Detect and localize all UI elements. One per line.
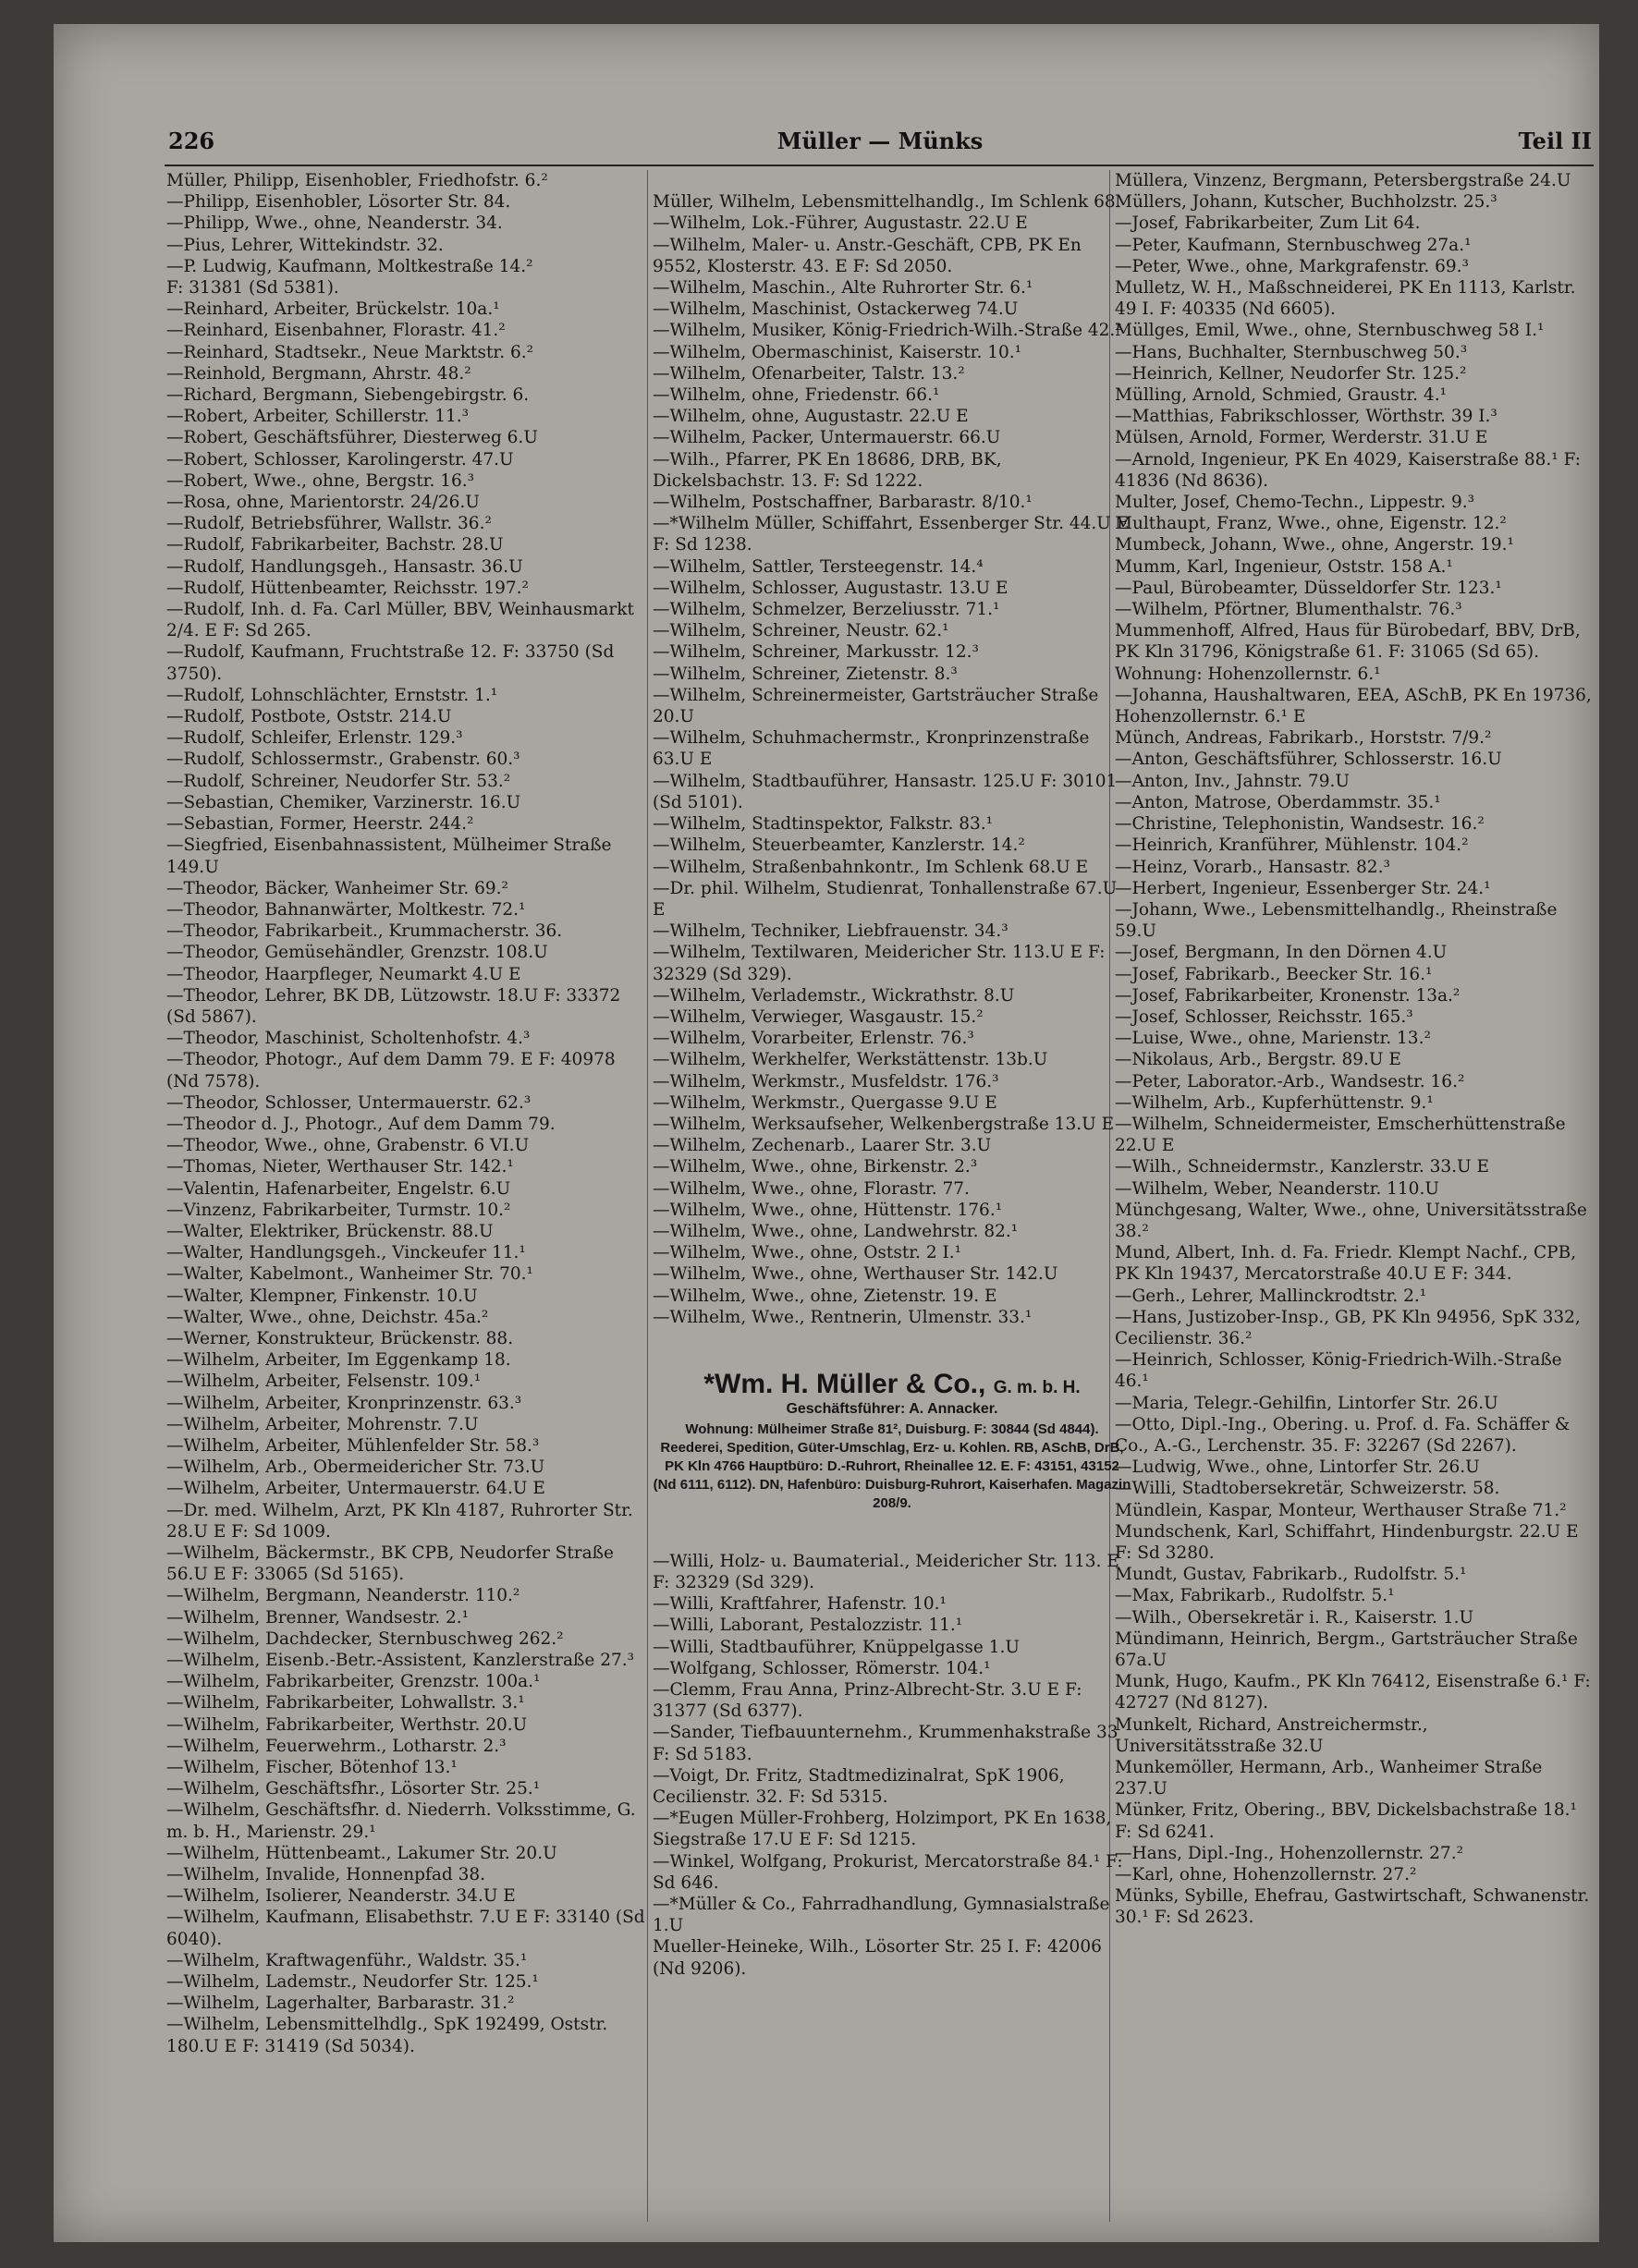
column-3: Müllera, Vinzenz, Bergmann, Petersbergstraße 24.U Müllers, Johann, Kutscher, Buchholzstr. 25.³ —Josef, Fabrikarbeiter, Zum Lit 64. —Peter, Kaufmann, Sternbuschweg 27a.¹ —Peter, Wwe., ohne, Markgrafenstr. 69.³ Mulletz, W. H., Maßschneiderei, PK En 1113, Karlstr. 49 I. F: 40335 (Nd 6605). Müllges, Emil, Wwe., ohne, Sternbuschweg 58 I.¹ —Hans, Buchhalter, Sternbuschweg 50.³ —Heinrich, Kellner, Neudorfer Str. 125.² Mülling, Arnold, Schmied, Graustr. 4.¹ —Matthias, Fabrikschlosser, Wörthstr. 39 I.³ Mülsen, Arnold, Former, Werderstr. 31.U E —Arnold, Ingenieur, PK En 4029, Kaiserstraße 88.¹ F: 41836 (Nd 8636). Multer, Josef, Chemo-Techn., Lippestr. 9.³ Multhaupt, Franz, Wwe., ohne, Eigenstr. 12.² Mumbeck, Johann, Wwe., ohne, Angerstr. 19.¹ Mumm, Karl, Ingenieur, Oststr. 158 A.¹ —Paul, Bürobeamter, Düsseldorfer Str. 123.¹ —Wilhelm, Pförtner, Blumenthalstr. 76.³ Mummenhoff, Alfred, Haus für Bürobedarf, BBV, DrB, PK Kln 31796, Königstraße 61. F: 31065 (Sd 65). Wohnung: Hohenzollernstr. 6.¹ —Johanna, Haushaltwaren, EEA, ASchB, PK En 19736, Hohenzollernstr. 6.¹ E Münch, Andreas, Fabrikarb., Horststr. 7/9.² —Anton, Geschäftsführer, Schlosserstr. 16.U —Anton, Inv., Jahnstr. 79.U —Anton, Matrose, Oberdammstr. 35.¹ —Christine, Telephonistin, Wandsestr. 16.² —Heinrich, Kranführer, Mühlenstr. 104.² —Heinz, Vorarb., Hansastr. 82.³ —Herbert, Ingenieur, Essenberger Str. 24.¹ —Johann, Wwe., Lebensmittelhandlg., Rheinstraße 59.U —Josef, Bergmann, In den Dörnen 4.U —Josef, Fabrikarb., Beecker Str. 16.¹ —Josef, Fabrikarbeiter, Kronenstr. 13a.² —Josef, Schlosser, Reichsstr. 165.³ —Luise, Wwe., ohne, Marienstr. 13.² —Nikolaus, Arb., Bergstr. 89.U E —Peter, Laborator.-Arb., Wandsestr. 16.² —Wilhelm, Arb., Kupferhüttenstr. 9.¹ —Wilhelm, Schneidermeister, Emscherhüttenstraße 22.U E —Wilh., Schneidermstr., Kanzlerstr. 33.U E —Wilhelm, Weber, Neanderstr. 110.U Münchgesang, Walter, Wwe., ohne, Universitätsstraße 38.² Mund, Albert, Inh. d. Fa. Friedr. Klempt Nachf., CPB, PK Kln 19437, Mercatorstraße 40.U E F: 344. —Gerh., Lehrer, Mallinckrodtstr. 2.¹ —Hans, Justizober-Insp., GB, PK Kln 94956, SpK 332, Cecilienstr. 36.² —Heinrich, Schlosser, König-Friedrich-Wilh.-Straße 46.¹ —Maria, Telegr.-Gehilfin, Lintorfer Str. 26.U —Otto, Dipl.-Ing., Obering. u. Prof. d. Fa. Schäffer & Co., A.-G., Lerchenstr. 35. F: 32267 (Sd 2267). —Ludwig, Wwe., ohne, Lintorfer Str. 26.U —Willi, Stadtobersekretär, Schweizerstr. 58. Mündlein, Kaspar, Monteur, Werthauser Straße 71.² Mundschenk, Karl, Schiffahrt, Hindenburgstr. 22.U E F: Sd 3280. Mundt, Gustav, Fabrikarb., Rudolfstr. 5.¹ —Max, Fabrikarb., Rudolfstr. 5.¹ —Wilh., Obersekretär i. R., Kaiserstr. 1.U Mündimann, Heinrich, Bergm., Gartsträucher Straße 67a.U Munk, Hugo, Kaufm., PK Kln 76412, Eisenstraße 6.¹ F: 42727 (Nd 8127). Munkelt, Richard, Anstreichermstr., Universitätsstraße 32.U Munkemöller, Hermann, Arb., Wanheimer Straße 237.U Münker, Fritz, Obering., BBV, Dickelsbachstraße 18.¹ F: Sd 6241. —Hans, Dipl.-Ing., Hohenzollernstr. 27.² —Karl, ohne, Hohenzollernstr. 27.² Münks, Sybille, Ehefrau, Gastwirtschaft, Schwanenstr. 30.¹ F: Sd 2623. <box>1115 171 1592 1928</box>
column-2 <box>653 170 1131 2231</box>
part-label: Teil II <box>1518 128 1592 154</box>
directory-page <box>54 24 1599 2242</box>
firm-advertisement <box>653 1369 1131 1512</box>
ad-firm: *Wm. H. Müller & Co., <box>703 1369 986 1400</box>
page-number: 226 <box>168 128 215 154</box>
column-divider <box>647 170 648 2222</box>
column-2-entries-top: Müller, Wilhelm, Lebensmittelhandlg., Im Schlenk 68. —Wilhelm, Lok.-Führer, Augustastr. 22.U E —Wilhelm, Maler- u. Anstr.-Geschäft, CPB, PK En 9552, Klosterstr. 43. E F: Sd 2050. —Wilhelm, Maschin., Alte Ruhrorter Str. 6.¹ —Wilhelm, Maschinist, Ostackerweg 74.U —Wilhelm, Musiker, König-Friedrich-Wilh.-Straße 42.² —Wilhelm, Obermaschinist, Kaiserstr. 10.¹ —Wilhelm, Ofenarbeiter, Talstr. 13.² —Wilhelm, ohne, Friedenstr. 66.¹ —Wilhelm, ohne, Augustastr. 22.U E —Wilhelm, Packer, Untermauerstr. 66.U —Wilh., Pfarrer, PK En 18686, DRB, BK, Dickelsbachstr. 13. F: Sd 1222. —Wilhelm, Postschaffner, Barbarastr. 8/10.¹ —*Wilhelm Müller, Schiffahrt, Essenberger Str. 44.U E F: Sd 1238. —Wilhelm, Sattler, Tersteegenstr. 14.⁴ —Wilhelm, Schlosser, Augustastr. 13.U E —Wilhelm, Schmelzer, Berzeliusstr. 71.¹ —Wilhelm, Schreiner, Neustr. 62.¹ —Wilhelm, Schreiner, Markusstr. 12.³ —Wilhelm, Schreiner, Zietenstr. 8.³ —Wilhelm, Schreinermeister, Gartsträucher Straße 20.U —Wilhelm, Schuhmachermstr., Kronprinzenstraße 63.U E —Wilhelm, Stadtbauführer, Hansastr. 125.U F: 30101 (Sd 5101). —Wilhelm, Stadtinspektor, Falkstr. 83.¹ —Wilhelm, Steuerbeamter, Kanzlerstr. 14.² —Wilhelm, Straßenbahnkontr., Im Schlenk 68.U E —Dr. phil. Wilhelm, Studienrat, Tonhallenstraße 67.U E —Wilhelm, Techniker, Liebfrauenstr. 34.³ —Wilhelm, Textilwaren, Meidericher Str. 113.U E F: 32329 (Sd 329). —Wilhelm, Verlademstr., Wickrathstr. 8.U —Wilhelm, Verwieger, Wasgaustr. 15.² —Wilhelm, Vorarbeiter, Erlenstr. 76.³ —Wilhelm, Werkhelfer, Werkstättenstr. 13b.U —Wilhelm, Werkmstr., Musfeldstr. 176.³ —Wilhelm, Werkmstr., Quergasse 9.U E —Wilhelm, Werksaufseher, Welkenbergstraße 13.U E —Wilhelm, Zechenarb., Laarer Str. 3.U —Wilhelm, Wwe., ohne, Birkenstr. 2.³ —Wilhelm, Wwe., ohne, Florastr. 77. —Wilhelm, Wwe., ohne, Hüttenstr. 176.¹ —Wilhelm, Wwe., ohne, Landwehrstr. 82.¹ —Wilhelm, Wwe., ohne, Oststr. 2 I.¹ —Wilhelm, Wwe., ohne, Werthauser Str. 142.U —Wilhelm, Wwe., ohne, Zietenstr. 19. E —Wilhelm, Wwe., Rentnerin, Ulmenstr. 33.¹ <box>653 192 1130 1327</box>
page-header <box>168 128 1592 168</box>
ad-firm-suffix: G. m. b. H. <box>993 1378 1081 1398</box>
page-title: Müller — Münks <box>776 128 984 154</box>
header-rule <box>165 165 1594 166</box>
column-2-entries-bottom: —Willi, Holz- u. Baumaterial., Meidericher Str. 113. E F: 32329 (Sd 329). —Willi, Kraftfahrer, Hafenstr. 10.¹ —Willi, Laborant, Pestalozzistr. 11.¹ —Willi, Stadtbauführer, Knüppelgasse 1.U —Wolfgang, Schlosser, Römerstr. 104.¹ —Clemm, Frau Anna, Prinz-Albrecht-Str. 3.U E F: 31377 (Sd 6377). —Sander, Tiefbauunternehm., Krummenhakstraße 33 F: Sd 5183. —Voigt, Dr. Fritz, Stadtmedizinalrat, SpK 1906, Cecilienstr. 32. F: Sd 5315. —*Eugen Müller-Frohberg, Holzimport, PK En 1638, Siegstraße 17.U E F: Sd 1215. —Winkel, Wolfgang, Prokurist, Mercatorstraße 84.¹ F: Sd 646. —*Müller & Co., Fahrradhandlung, Gymnasialstraße 1.U Mueller-Heineke, Wilh., Lösorter Str. 25 I. F: 42006 (Nd 9206). <box>653 1551 1123 1979</box>
ad-firm-name <box>653 1369 1131 1400</box>
column-1: Müller, Philipp, Eisenhobler, Friedhofstr. 6.² —Philipp, Eisenhobler, Lösorter Str. 84. —Philipp, Wwe., ohne, Neanderstr. 34. —Pius, Lehrer, Wittekindstr. 32. —P. Ludwig, Kaufmann, Moltkestraße 14.² F: 31381 (Sd 5381). —Reinhard, Arbeiter, Brückelstr. 10a.¹ —Reinhard, Eisenbahner, Florastr. 41.² —Reinhard, Stadtsekr., Neue Marktstr. 6.² —Reinhold, Bergmann, Ahrstr. 48.² —Richard, Bergmann, Siebengebirgstr. 6. —Robert, Arbeiter, Schillerstr. 11.³ —Robert, Geschäftsführer, Diesterweg 6.U —Robert, Schlosser, Karolingerstr. 47.U —Robert, Wwe., ohne, Bergstr. 16.³ —Rosa, ohne, Marientorstr. 24/26.U —Rudolf, Betriebsführer, Wallstr. 36.² —Rudolf, Fabrikarbeiter, Bachstr. 28.U —Rudolf, Handlungsgeh., Hansastr. 36.U —Rudolf, Hüttenbeamter, Reichsstr. 197.² —Rudolf, Inh. d. Fa. Carl Müller, BBV, Weinhausmarkt 2/4. E F: Sd 265. —Rudolf, Kaufmann, Fruchtstraße 12. F: 33750 (Sd 3750). —Rudolf, Lohnschlächter, Ernststr. 1.¹ —Rudolf, Postbote, Oststr. 214.U —Rudolf, Schleifer, Erlenstr. 129.³ —Rudolf, Schlossermstr., Grabenstr. 60.³ —Rudolf, Schreiner, Neudorfer Str. 53.² —Sebastian, Chemiker, Varzinerstr. 16.U —Sebastian, Former, Heerstr. 244.² —Siegfried, Eisenbahnassistent, Mülheimer Straße 149.U —Theodor, Bäcker, Wanheimer Str. 69.² —Theodor, Bahnanwärter, Moltkestr. 72.¹ —Theodor, Fabrikarbeit., Krummacherstr. 36. —Theodor, Gemüsehändler, Grenzstr. 108.U —Theodor, Haarpfleger, Neumarkt 4.U E —Theodor, Lehrer, BK DB, Lützowstr. 18.U F: 33372 (Sd 5867). —Theodor, Maschinist, Scholtenhofstr. 4.³ —Theodor, Photogr., Auf dem Damm 79. E F: 40978 (Nd 7578). —Theodor, Schlosser, Untermauerstr. 62.³ —Theodor d. J., Photogr., Auf dem Damm 79. —Theodor, Wwe., ohne, Grabenstr. 6 VI.U —Thomas, Nieter, Werthauser Str. 142.¹ —Valentin, Hafenarbeiter, Engelstr. 6.U —Vinzenz, Fabrikarbeiter, Turmstr. 10.² —Walter, Elektriker, Brückenstr. 88.U —Walter, Handlungsgeh., Vinckeufer 11.¹ —Walter, Kabelmont., Wanheimer Str. 70.¹ —Walter, Klempner, Finkenstr. 10.U —Walter, Wwe., ohne, Deichstr. 45a.² —Werner, Konstrukteur, Brückenstr. 88. —Wilhelm, Arbeiter, Im Eggenkamp 18. —Wilhelm, Arbeiter, Felsenstr. 109.¹ —Wilhelm, Arbeiter, Kronprinzenstr. 63.³ —Wilhelm, Arbeiter, Mohrenstr. 7.U —Wilhelm, Arbeiter, Mühlenfelder Str. 58.³ —Wilhelm, Arb., Obermeidericher Str. 73.U —Wilhelm, Arbeiter, Untermauerstr. 64.U E —Dr. med. Wilhelm, Arzt, PK Kln 4187, Ruhrorter Str. 28.U E F: Sd 1009. —Wilhelm, Bäckermstr., BK CPB, Neudorfer Straße 56.U E F: 33065 (Sd 5165). —Wilhelm, Bergmann, Neanderstr. 110.² —Wilhelm, Brenner, Wandsestr. 2.¹ —Wilhelm, Dachdecker, Sternbuschweg 262.² —Wilhelm, Eisenb.-Betr.-Assistent, Kanzlerstraße 27.³ —Wilhelm, Fabrikarbeiter, Grenzstr. 100a.¹ —Wilhelm, Fabrikarbeiter, Lohwallstr. 3.¹ —Wilhelm, Fabrikarbeiter, Werthstr. 20.U —Wilhelm, Feuerwehrm., Lotharstr. 2.³ —Wilhelm, Fischer, Bötenhof 13.¹ —Wilhelm, Geschäftsfhr., Lösorter Str. 25.¹ —Wilhelm, Geschäftsfhr. d. Niederrh. Volksstimme, G. m. b. H., Marienstr. 29.¹ —Wilhelm, Hüttenbeamt., Lakumer Str. 20.U —Wilhelm, Invalide, Honnenpfad 38. —Wilhelm, Isolierer, Neanderstr. 34.U E —Wilhelm, Kaufmann, Elisabethstr. 7.U E F: 33140 (Sd 6040). —Wilhelm, Kraftwagenführ., Waldstr. 35.¹ —Wilhelm, Lademstr., Neudorfer Str. 125.¹ —Wilhelm, Lagerhalter, Barbarastr. 31.² —Wilhelm, Lebensmittelhdlg., SpK 192499, Oststr. 180.U E F: 31419 (Sd 5034). <box>166 171 645 2056</box>
ad-body: Wohnung: Mülheimer Straße 81², Duisburg. F: 30844 (Sd 4844). Reederei, Spedition, Güter-Umschlag, Erz- u. Kohlen. RB, ASchB, DrB, PK Kln 4766 Hauptbüro: D.-Ruhrort, Rheinallee 12. E. F: 43151, 43152 (Nd 6111, 6112). DN, Hafenbüro: Duisburg-Ruhrort, Kaiserhafen. Magazin 208/9. <box>653 1421 1131 1511</box>
ad-manager: Geschäftsführer: A. Annacker. <box>786 1401 998 1418</box>
